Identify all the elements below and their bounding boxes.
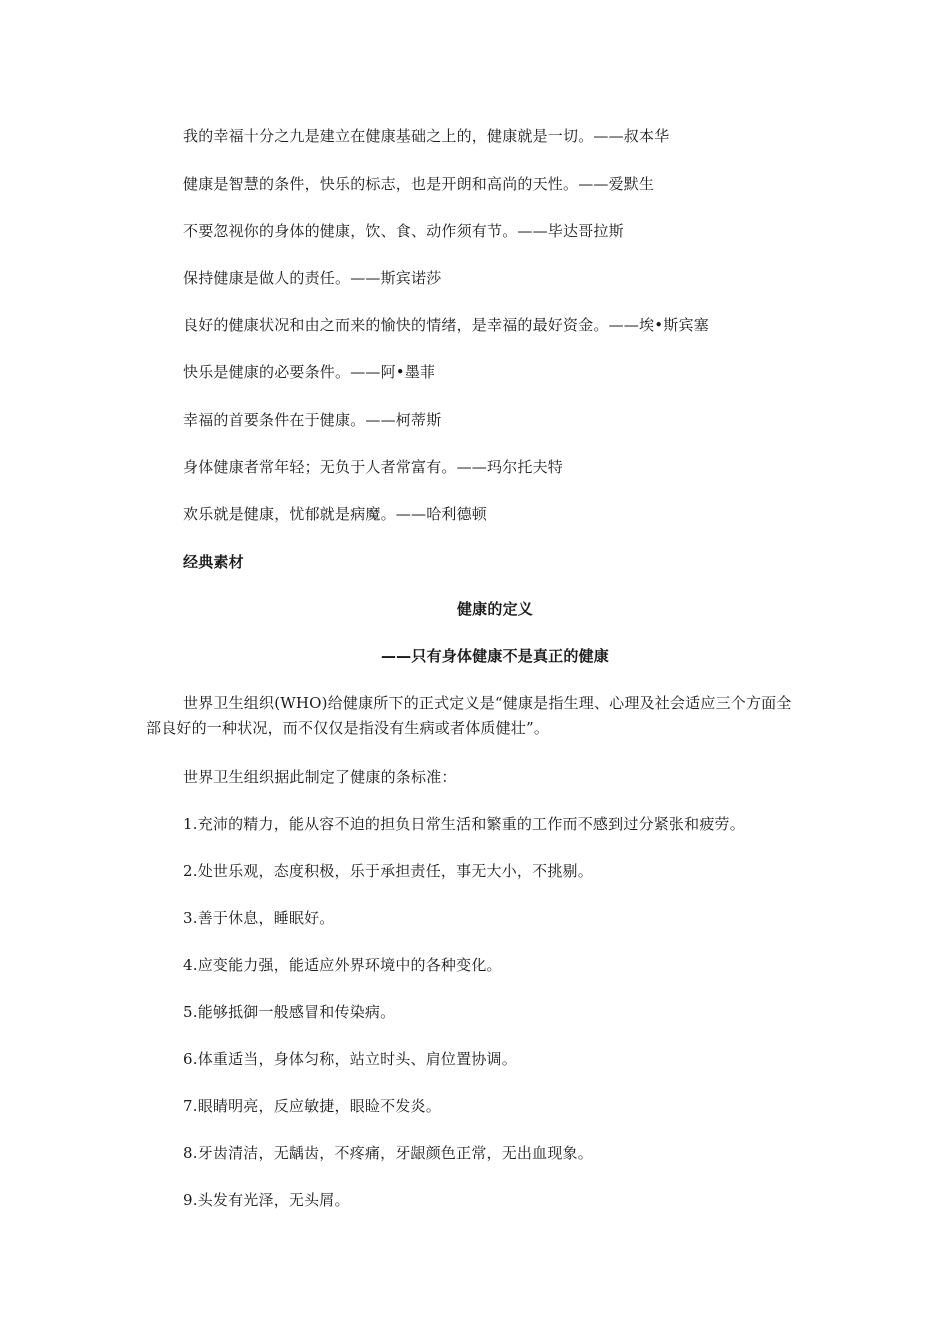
quote-marltoft: 身体健康者常年轻；无负于人者常富有。——玛尔托夫特 [183, 458, 564, 476]
quote-schopenhauer: 我的幸福十分之九是建立在健康基础之上的，健康就是一切。——叔本华 [183, 127, 670, 145]
quote-spinoza: 保持健康是做人的责任。——斯宾诺莎 [183, 269, 442, 287]
section-heading: 经典素材 [183, 553, 244, 571]
standard-item-4: 4.应变能力强，能适应外界环境中的各种变化。 [183, 956, 502, 974]
quote-pythagoras: 不要忽视你的身体的健康，饮、食、动作须有节。——毕达哥拉斯 [183, 222, 624, 240]
standards-intro: 世界卫生组织据此制定了健康的条标准： [183, 768, 457, 786]
quote-emerson: 健康是智慧的条件，快乐的标志，也是开朗和高尚的天性。——爱默生 [183, 175, 655, 193]
standard-item-5: 5.能够抵御一般感冒和传染病。 [183, 1003, 396, 1021]
quote-halliday: 欢乐就是健康，忧郁就是病魔。——哈利德顿 [183, 505, 488, 523]
article-intro-paragraph: 世界卫生组织(WHO)给健康所下的正式定义是“健康是指生理、心理及社会适应三个方面全部良好的一种状况，而不仅仅是指没有生病或者体质健壮”。 [146, 694, 792, 737]
quote-spencer: 良好的健康状况和由之而来的愉快的情绪，是幸福的最好资金。——埃•斯宾塞 [183, 316, 709, 334]
standard-item-6: 6.体重适当，身体匀称，站立时头、肩位置协调。 [183, 1050, 517, 1068]
quote-curtis: 幸福的首要条件在于健康。——柯蒂斯 [183, 411, 442, 429]
article-subtitle: ——只有身体健康不是真正的健康 [380, 647, 609, 665]
article-title: 健康的定义 [456, 600, 533, 618]
standard-item-7: 7.眼睛明亮，反应敏捷，眼睑不发炎。 [183, 1097, 441, 1115]
standard-item-2: 2.处世乐观，态度积极，乐于承担责任，事无大小，不挑剔。 [183, 862, 593, 880]
standard-item-3: 3.善于休息，睡眠好。 [183, 909, 335, 927]
standard-item-9: 9.头发有光泽，无头屑。 [183, 1191, 350, 1209]
quote-murphy: 快乐是健康的必要条件。——阿•墨菲 [183, 363, 436, 381]
standard-item-1: 1.充沛的精力，能从容不迫的担负日常生活和繁重的工作而不感到过分紧张和疲劳。 [183, 815, 745, 833]
standard-item-8: 8.牙齿清洁，无龋齿，不疼痛，牙龈颜色正常，无出血现象。 [183, 1144, 593, 1162]
